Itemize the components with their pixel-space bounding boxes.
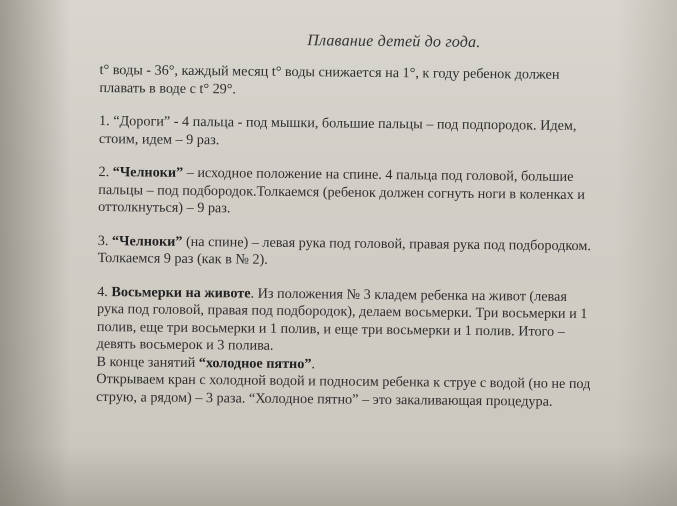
exercise-3-text: (на спине) – левая рука под головой, правая рука под подбородком.: [182, 233, 592, 254]
ending-prefix: В конце занятий: [96, 353, 199, 371]
exercise-1-line-2: стоим, идем – 9 раз.: [98, 130, 220, 148]
ending-suffix: .: [311, 355, 316, 372]
exercise-2-label: 2.: [98, 163, 113, 181]
ending-paragraph: [96, 353, 645, 411]
intro-line-2: плавать в воде с t° 29°.: [99, 79, 237, 97]
exercise-4: [97, 283, 646, 359]
exercise-2: [98, 164, 647, 222]
exercise-2-text: – исходное положение на спине. 4 пальца под головой, большие: [183, 164, 574, 185]
document-title: Плавание детей до года.: [307, 32, 481, 51]
exercise-4-text: . Из положения № 3 кладем ребенка на живот (левая: [250, 285, 568, 305]
cold-spot-label: “холодное пятно”: [198, 354, 312, 372]
exercise-3-label: 3.: [97, 232, 113, 249]
exercise-1: [99, 113, 647, 154]
exercise-4-line-2: рука под головой, правая под подбородок), делаем восьмерки. Три восьмерки и 1: [96, 300, 588, 323]
exercise-2-line-3: оттолкнуться) – 9 раз.: [98, 198, 231, 217]
exercise-3-line-2: Толкаемся 9 раз (как в № 2).: [97, 249, 268, 268]
intro-line-1: t° воды - 36°, каждый месяц t° воды снижается на 1°, к году ребенок должен: [99, 61, 560, 83]
exercise-4-line-4: девять восьмерок и 3 полива.: [96, 335, 274, 354]
exercise-4-line-3: полив, еще три восьмерки и 1 полив, и еще три восьмерки и 1 полив. Итого –: [96, 318, 565, 340]
exercise-1-text: - 4 пальца - под мышки, большие пальцы – под подпородок. Идем,: [170, 113, 577, 134]
exercise-2-line-2: пальцы – под подбородок.Толкаемся (ребенок должен согнуть ноги в коленках и: [98, 181, 585, 203]
bottom-shadow: [0, 446, 677, 506]
exercise-1-label: 1. “Дороги”: [98, 112, 171, 130]
exercise-2-name: “Челноки”: [112, 164, 184, 181]
intro-paragraph: [99, 62, 647, 103]
exercise-4-label: 4.: [97, 283, 112, 300]
exercise-3-name: “Челноки”: [111, 232, 183, 250]
document-body: [96, 30, 648, 412]
exercise-3: [98, 232, 646, 273]
exercise-4-name: Восьмерки на животе: [111, 283, 251, 302]
ending-line-3: струю, а рядом) – 3 раза. “Холодное пятно” – это закаливающая процедура.: [96, 388, 553, 410]
ending-line-2: Открываем кран с холодной водой и подносим ребенка к струе с водой (но не под: [96, 370, 591, 393]
left-shadow: [0, 0, 70, 506]
